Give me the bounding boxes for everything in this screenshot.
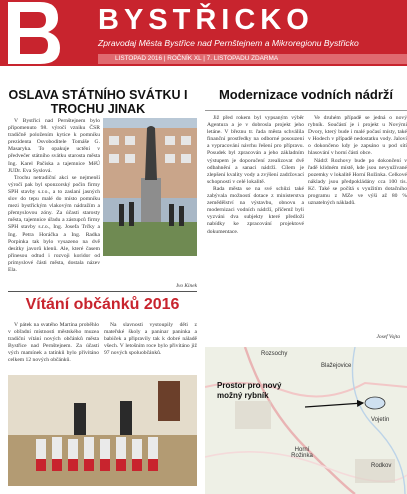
article2-headline: Vítání občánků 2016	[25, 296, 180, 313]
article1-credit: Ivo Kinek	[176, 283, 197, 289]
headline-rule	[205, 110, 407, 111]
article2-paragraph: V pátek na svatého Martina proběhlo v obřadní místnosti městského muzea tradiční vítání nových občánků města Bystřice nad Pernštejnem. Za účasti vých mamínek a tatínků bylo přivítáno celkem 12 nových občánků.	[8, 322, 99, 364]
article1-photo	[103, 118, 197, 256]
article3-paragraph: Již před rokem byl vypsaným výběr Agentura a je v dobrosla projekt jeho letáne. V březnu tr. řada města schválila finanční prostředky na odborné posouzení a vypracování návrhu řešení pro přípravu. Posudek byl zpracován a jeho základním výstupem je doporučení zrealizovat dvě odbahnění a sanaci nádrží. Cílem je zlepšení kvality vody a zvýšení zadržovací schopnosti v celé lokalitě.	[207, 115, 304, 185]
article2-paragraph: Na slavnosti vystoupily děti z mateřské školy a paninar paninka a babiček a připravily tak k dobré náladě všech. V letošním roce bylo přivítáno již 97 nových spoluobčánků.	[104, 322, 197, 357]
article3-paragraph: Ve druhém případě se jedná o nový rybník. Součástí je i projekt u Novými Dvory, který bude i malé počasí místy, také v Hodech v případě nedostatku vody. Jaloví o dokončeno kdy je zapsáno u pod sítí hlasování v horní části obce.	[308, 115, 407, 157]
map-label: Rodkov	[371, 463, 392, 469]
newsletter-subtitle: Zpravodaj Města Bystřice nad Pernštejnem a Mikroregionu Bystřicko	[98, 38, 359, 48]
map-label: Blažejovice	[321, 363, 352, 369]
article1-body-continued	[103, 258, 197, 282]
memorial-photo-graphic	[103, 118, 197, 256]
article3-body-right	[308, 115, 407, 333]
article1-paragraph: Trochu netradiční akci se nejmenší výročí pak byl sponzorský počin firmy SPH stavby s.r.o., a to zaslaní jasných slov do tepu malé do místo pomníku mezi bystřickým vlakovým nádražím a přemyslovou zóny. Za účasti starosty města, tajemnice úřadu a zástupců firmy SPH stavby s.r.o., Ing. Josefa Trčky a Ing. Petra Horáčka a Ing. Radka Porpinka tak bylo vysazeno na dvě desítky javorů klenů. Ale, které časem přinesou odtud i rozvoji koridor od prímyslové části města, dostala název Ela.	[8, 174, 100, 273]
article1-headline: OSLAVA STÁTNÍHO SVÁTKU I TROCHU JINAK	[8, 88, 188, 117]
issue-info-bar: LISTOPAD 2016 | ROČNÍK XL | 7. LISTOPADU ZDARMA	[98, 54, 407, 64]
article2-body-left	[8, 322, 99, 370]
article1-paragraph: V Bystřici nad Pernštejnem bylo připomenuto 98. výročí vzniku ČSR tradičně položením kytice k pomníku prezidenta Osvoboditele Tomáše G. Masaryka. To opakuje uctění v předvečer státního svátku starosta města Ing. Karel Pačiska a tajemnice MěÚ JUDr. Eva Syslová.	[8, 118, 100, 174]
map-label: Horní Rožinka	[291, 447, 313, 459]
map-label: Rozsochy	[261, 351, 288, 357]
article3-headline: Modernizace vodních nádrží	[218, 87, 394, 102]
section-divider	[8, 291, 197, 292]
map-label: Vojetín	[371, 417, 390, 423]
map-callout: Prostor pro nový možný rybník	[217, 381, 282, 400]
pond-location-map	[205, 347, 407, 494]
newsletter-title: BYSTŘICKO	[98, 4, 314, 36]
masthead	[0, 0, 407, 66]
article3-paragraph: Nádrž Rozhovy bude po dokončení v řadě klidném místě, kde jsou nevyužívané pozemky v lokalitě Horní Rožinka. Celkové náklady jsou předpokládány cca 100 tis. Kč. Také se počítá s využitím dotačního programu z MZe ve výši až 80 % uznatelných nákladů.	[308, 157, 407, 207]
welcoming-ceremony-graphic	[8, 375, 197, 486]
article2-body-right	[104, 322, 197, 370]
article3-paragraph: Rada města se na své schůzi také zabývala možností dotace z ministerstva zemědělství na výstavbu, obnovu a modernizaci vodních nádrží, přičemž byli vyzváni dva subjekty které předloží nabídky ke zpracování projektové dokumentace.	[207, 185, 304, 235]
article1-body	[8, 118, 100, 286]
article2-photo	[8, 375, 197, 486]
article3-body-left	[207, 115, 304, 343]
bystricko-logo-icon	[2, 0, 62, 66]
article3-credit: Josef Vojta	[376, 334, 400, 340]
